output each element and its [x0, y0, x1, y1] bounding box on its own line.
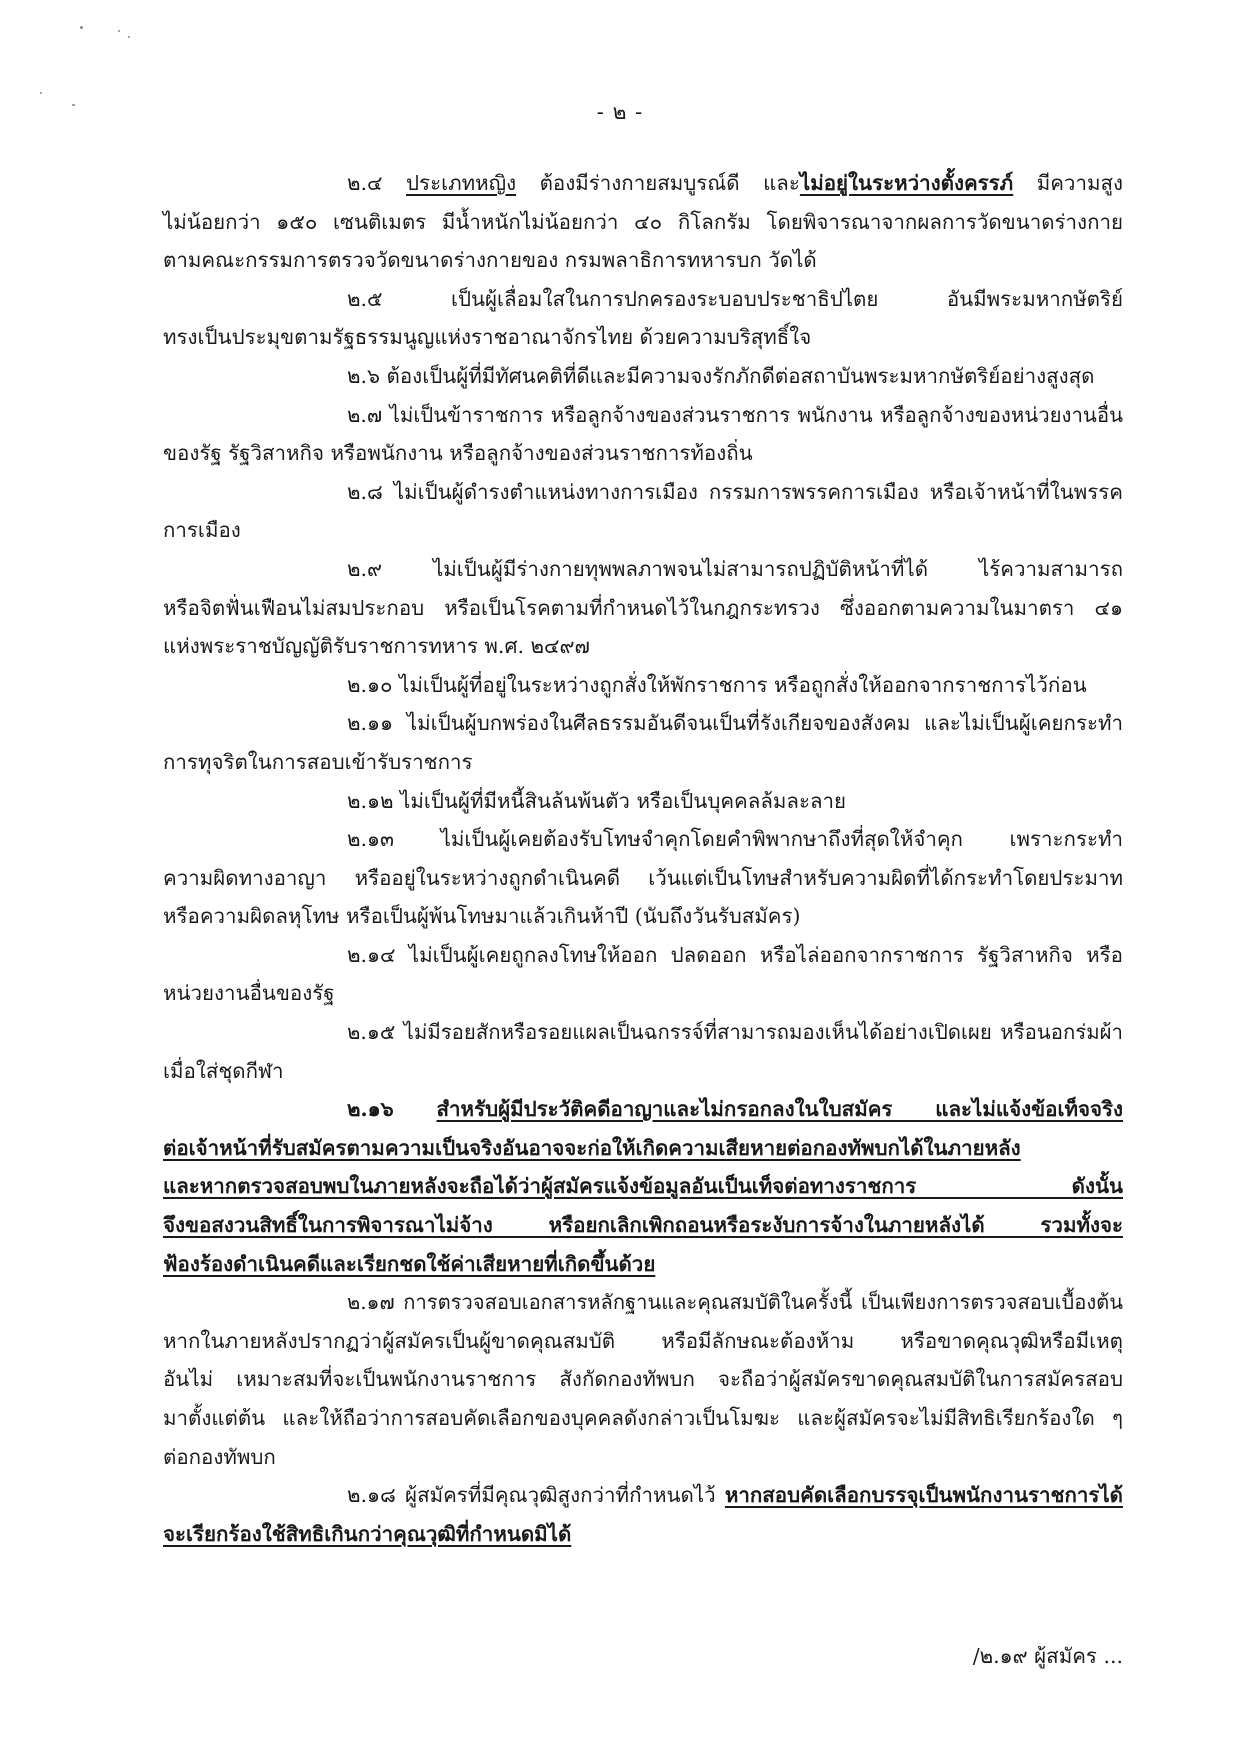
- paragraph-2-14-line-1: ๒.๑๔ ไม่เป็นผู้เคยถูกลงโทษให้ออก ปลดออก หรือไล่ออกจากราชการ รัฐวิสาหกิจ หรือ: [347, 942, 1123, 967]
- paragraph-2-6-line-1: ๒.๖ ต้องเป็นผู้ที่มีทัศนคติที่ดีและมีความจงรักภักดีต่อสถาบันพระมหากษัตริย์อย่างสูงสุด: [347, 363, 1095, 388]
- item-number: ๒.๑๖: [347, 1097, 437, 1122]
- scan-speck: [128, 36, 130, 38]
- underlined-text: จะเรียกร้องใช้สิทธิเกินกว่าคุณวุฒิที่กำหนดมิได้: [163, 1521, 572, 1546]
- paragraph-2-16-line-2: ต่อเจ้าหน้าที่รับสมัครตามความเป็นจริงอันอาจจะก่อให้เกิดความเสียหายต่อกองทัพบกได้ในภายหลัง: [163, 1135, 1021, 1160]
- underlined-text: ไม่อยู่ในระหว่างตั้งครรภ์: [799, 171, 1014, 195]
- scan-speck: [80, 26, 83, 29]
- text-segment: มีความสูง: [1013, 171, 1123, 195]
- paragraph-2-8-line-1: ๒.๘ ไม่เป็นผู้ดำรงตำแหน่งทางการเมือง กรรมการพรรคการเมือง หรือเจ้าหน้าที่ในพรรค: [347, 479, 1123, 504]
- paragraph-2-5-line-2: ทรงเป็นประมุขตามรัฐธรรมนูญแห่งราชอาณาจักรไทย ด้วยความบริสุทธิ์ใจ: [163, 325, 812, 350]
- paragraph-2-10-line-1: ๒.๑๐ ไม่เป็นผู้ที่อยู่ในระหว่างถูกสั่งให้พักราชการ หรือถูกสั่งให้ออกจากราชการไว้ก่อน: [347, 672, 1087, 697]
- paragraph-2-18-line-2: [163, 1515, 1123, 1554]
- document-body: [163, 164, 1123, 1553]
- text-segment: ต้องมีร่างกายสมบูรณ์ดี และ: [516, 171, 800, 195]
- paragraph-2-8-line-2: การเมือง: [163, 518, 241, 543]
- paragraph-2-15-line-2: เมื่อใส่ชุดกีฬา: [163, 1058, 284, 1083]
- scan-speck: [118, 30, 120, 32]
- paragraph-2-17-line-1: ๒.๑๗ การตรวจสอบเอกสารหลักฐานและคุณสมบัติในครั้งนี้ เป็นเพียงการตรวจสอบเบื้องต้น: [347, 1290, 1123, 1315]
- paragraph-2-11-line-2: การทุจริตในการสอบเข้ารับราชการ: [163, 749, 473, 774]
- paragraph-2-5-line-1: ๒.๕ เป็นผู้เลื่อมใสในการปกครองระบอบประชาธิปไตย อันมีพระมหากษัตริย์: [347, 286, 1123, 311]
- paragraph-2-17-line-5: ต่อกองทัพบก: [163, 1444, 276, 1469]
- paragraph-2-17-line-2: หากในภายหลังปรากฏว่าผู้สมัครเป็นผู้ขาดคุณสมบัติ หรือมีลักษณะต้องห้าม หรือขาดคุณวุฒิหรือมีเหตุ: [163, 1328, 1123, 1353]
- item-number: ๒.๔: [347, 171, 407, 195]
- paragraph-2-18-line-1: [163, 1476, 1123, 1515]
- text-segment: ๒.๑๘ ผู้สมัครที่มีคุณวุฒิสูงกว่าที่กำหนดไว้: [347, 1483, 725, 1508]
- paragraph-2-17-line-3: อันไม่ เหมาะสมที่จะเป็นพนักงานราชการ สังกัดกองทัพบก จะถือว่าผู้สมัครขาดคุณสมบัติในการสมัครสอบ: [163, 1367, 1123, 1392]
- underlined-text: หากสอบคัดเลือกบรรจุเป็นพนักงานราชการได้: [724, 1483, 1123, 1508]
- underlined-text: ประเภทหญิง: [406, 171, 517, 195]
- paragraph-2-12-line-1: ๒.๑๒ ไม่เป็นผู้ที่มีหนี้สินล้นพ้นตัว หรือเป็นบุคคลล้มละลาย: [347, 788, 847, 813]
- paragraph-2-9-line-1: ๒.๙ ไม่เป็นผู้มีร่างกายทุพพลภาพจนไม่สามารถปฏิบัติหน้าที่ได้ ไร้ความสามารถ: [347, 556, 1123, 581]
- paragraph-2-16-line-1: [163, 1090, 1123, 1129]
- paragraph-2-16-line-3: และหากตรวจสอบพบในภายหลังจะถือได้ว่าผู้สมัครแจ้งข้อมูลอันเป็นเท็จต่อทางราชการ ดังนั้น: [163, 1174, 1123, 1199]
- paragraph-2-11-line-1: ๒.๑๑ ไม่เป็นผู้บกพร่องในศีลธรรมอันดีจนเป็นที่รังเกียจของสังคม และไม่เป็นผู้เคยกระทำ: [347, 711, 1123, 736]
- paragraph-2-4-line-2: ไม่น้อยกว่า ๑๕๐ เซนติเมตร มีน้ำหนักไม่น้อยกว่า ๔๐ กิโลกรัม โดยพิจารณาจากผลการวัดขนาดร่างกาย: [163, 209, 1123, 234]
- paragraph-2-16-line-4: จึงขอสงวนสิทธิ์ในการพิจารณาไม่จ้าง หรือยกเลิกเพิกถอนหรือระงับการจ้างในภายหลังได้ รวมทั้งจะ: [163, 1213, 1123, 1238]
- paragraph-2-15-line-1: ๒.๑๕ ไม่มีรอยสักหรือรอยแผลเป็นฉกรรจ์ที่สามารถมองเห็นได้อย่างเปิดเผย หรือนอกร่มผ้า: [347, 1020, 1123, 1045]
- paragraph-2-9-line-2: หรือจิตฟั่นเฟือนไม่สมประกอบ หรือเป็นโรคตามที่กำหนดไว้ในกฎกระทรวง ซึ่งออกตามความในมาตรา ๔๑: [163, 595, 1123, 620]
- paragraph-2-13-line-2: ความผิดทางอาญา หรืออยู่ในระหว่างถูกดำเนินคดี เว้นแต่เป็นโทษสำหรับความผิดที่ได้กระทำโดยประมาท: [163, 865, 1123, 890]
- paragraph-2-7-line-2: ของรัฐ รัฐวิสาหกิจ หรือพนักงาน หรือลูกจ้างของส่วนราชการท้องถิ่น: [163, 441, 753, 466]
- paragraph-2-13-line-3: หรือความผิดลหุโทษ หรือเป็นผู้พ้นโทษมาแล้วเกินห้าปี (นับถึงวันรับสมัคร): [163, 904, 801, 929]
- paragraph-2-7-line-1: ๒.๗ ไม่เป็นข้าราชการ หรือลูกจ้างของส่วนราชการ พนักงาน หรือลูกจ้างของหน่วยงานอื่น: [347, 402, 1123, 427]
- paragraph-2-13-line-1: ๒.๑๓ ไม่เป็นผู้เคยต้องรับโทษจำคุกโดยคำพิพากษาถึงที่สุดให้จำคุก เพราะกระทำ: [347, 827, 1123, 852]
- paragraph-2-16-line-5: [163, 1245, 1123, 1284]
- paragraph-2-9-line-3: แห่งพระราชบัญญัติรับราชการทหาร พ.ศ. ๒๔๙๗: [163, 634, 590, 659]
- underlined-text: สำหรับผู้มีประวัติคดีอาญาและไม่กรอกลงในใบสมัคร และไม่แจ้งข้อเท็จจริง: [436, 1097, 1124, 1122]
- page-number: - ๒ -: [596, 100, 644, 124]
- paragraph-2-4-line-1: [163, 164, 1123, 203]
- paragraph-2-4-line-3: ตามคณะกรรมการตรวจวัดขนาดร่างกายของ กรมพลาธิการทหารบก วัดได้: [163, 248, 817, 273]
- scan-speck: [40, 92, 42, 94]
- paragraph-2-17-line-4: มาตั้งแต่ต้น และให้ถือว่าการสอบคัดเลือกของบุคคลดังกล่าวเป็นโมฆะ และผู้สมัครจะไม่มีสิทธิเรียกร้องใด ๆ: [163, 1406, 1123, 1430]
- continuation-footer: /๒.๑๙ ผู้สมัคร ...: [972, 1644, 1123, 1668]
- paragraph-2-14-line-2: หน่วยงานอื่นของรัฐ: [163, 981, 335, 1006]
- underlined-text: ฟ้องร้องดำเนินคดีและเรียกชดใช้ค่าเสียหายที่เกิดขึ้นด้วย: [163, 1251, 656, 1276]
